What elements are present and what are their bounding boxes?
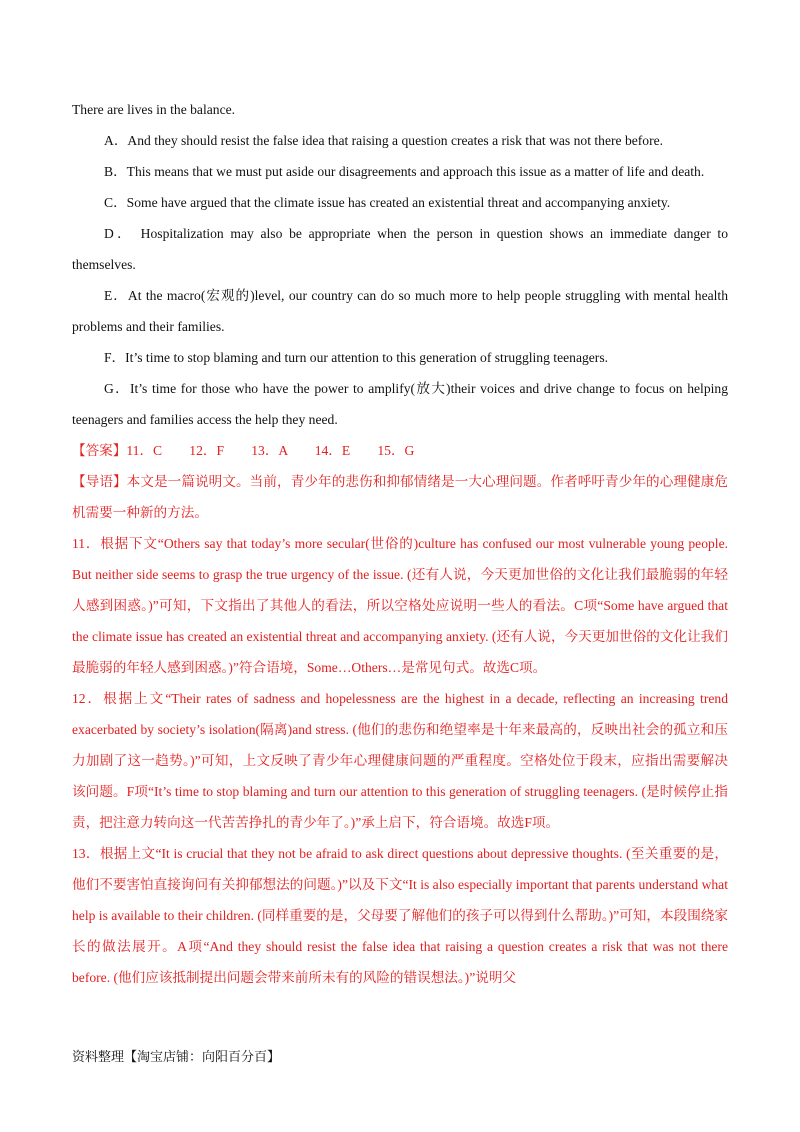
option-c: C．Some have argued that the climate issue has created an existential threat and accompanying anxiety. xyxy=(104,195,671,210)
answer-key: 【答案】11．C 12．F 13．A 14．E 15．G xyxy=(72,443,415,458)
explanation-11: 11．根据下文“Others say that today’s more secular(世俗的)culture has confused our most vulnerable young people. But neither side seems to grasp the true urgency of the issue. (还有人说，今天更加世俗的文化让我们最脆弱的年轻人感到困惑。)”可知，下文指出了其他人的看法，所以空格处应说明一些人的看法。C项“Some have argued that the climate issue has created an existential threat and accompanying anxiety. (还有人说，今天更加世俗的文化让我们最脆弱的年轻人感到困惑。)”符合语境，Some…Others…是常见句式。故选C项。 xyxy=(72,536,728,675)
option-a: A．And they should resist the false idea that raising a question creates a risk that was not there before. xyxy=(104,133,664,148)
explanation-13: 13．根据上文“It is crucial that they not be afraid to ask direct questions about depressive thoughts. (至关重要的是，他们不要害怕直接询问有关抑郁想法的问题。)”以及下文“It is also especially important that parents understand what help is available to their children. (同样重要的是，父母要了解他们的孩子可以得到什么帮助。)”可知，本段围绕家长的做法展开。A项“And they should resist the false idea that raising a question creates a risk that was not there before. (他们应该抵制提出问题会带来前所未有的风险的错误想法。)”说明父 xyxy=(72,846,728,985)
option-f: F．It’s time to stop blaming and turn our attention to this generation of struggling teenagers. xyxy=(104,350,609,365)
option-d: D． Hospitalization may also be appropriate when the person in question shows an immediate danger to themselves. xyxy=(72,226,728,272)
option-b: B．This means that we must put aside our disagreements and approach this issue as a matter of life and death. xyxy=(104,164,705,179)
option-e: E．At the macro(宏观的)level, our country can do so much more to help people struggling with mental health problems and their families. xyxy=(72,288,728,334)
passage-intro: There are lives in the balance. xyxy=(72,102,236,117)
option-g: G．It’s time for those who have the power to amplify(放大)their voices and drive change to focus on helping teenagers and families access the help they need. xyxy=(72,381,728,427)
footer-source: 资料整理【淘宝店铺：向阳百分百】 xyxy=(72,1050,281,1065)
document-body xyxy=(72,94,728,993)
explanation-12: 12．根据上文“Their rates of sadness and hopelessness are the highest in a decade, reflecting an increasing trend exacerbated by society’s isolation(隔离)and stress. (他们的悲伤和绝望率是十年来最高的，反映出社会的孤立和压力加剧了这一趋势。)”可知，上文反映了青少年心理健康问题的严重程度。空格处位于段末，应指出需要解决该问题。F项“It’s time to stop blaming and turn our attention to this generation of struggling teenagers. (是时候停止指责，把注意力转向这一代苦苦挣扎的青少年了。)”承上启下，符合语境。故选F项。 xyxy=(72,691,728,830)
guide-summary: 【导语】本文是一篇说明文。当前，青少年的悲伤和抑郁情绪是一大心理问题。作者呼吁青少年的心理健康危机需要一种新的方法。 xyxy=(72,474,728,520)
